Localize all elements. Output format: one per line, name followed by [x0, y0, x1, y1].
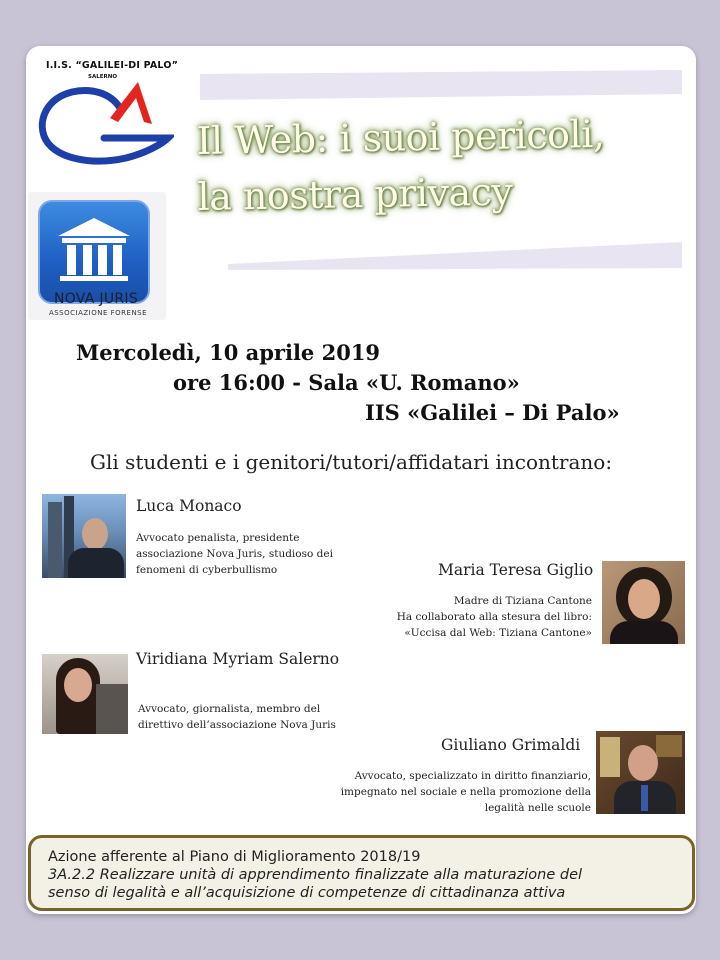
association-name: NOVA JURIS — [53, 291, 139, 307]
page-title — [196, 106, 606, 225]
association-subtitle: ASSOCIAZIONE FORENSE — [48, 309, 148, 317]
speaker-photo-maria-teresa-giglio — [602, 561, 685, 644]
footer-line-1: Azione afferente al Piano di Miglioramento 2018/19 — [48, 849, 421, 865]
title-line-2: la nostra privacy — [197, 169, 513, 219]
speaker-description: Avvocato, specializzato in diritto finanziario, impegnato nel sociale e nella promozione della legalità nelle scuole — [340, 770, 591, 814]
event-date: Mercoledì, 10 aprile 2019 — [76, 340, 381, 365]
school-name: I.I.S. “GALILEI-DI PALO” — [46, 60, 179, 71]
title-band-bottom — [228, 238, 684, 272]
footer-box — [28, 835, 695, 911]
speaker-description: Avvocato, giornalista, membro del direttivo dell’associazione Nova Juris — [138, 703, 336, 731]
title-line-1: Il Web: i suoi pericoli, — [196, 111, 605, 163]
school-logo — [34, 78, 174, 174]
footer-line-2: 3A.2.2 Realizzare unità di apprendimento finalizzate alla maturazione del — [48, 867, 583, 883]
speaker-photo-luca-monaco — [42, 494, 126, 578]
speaker-photo-viridiana-myriam-salerno — [42, 654, 128, 734]
intro-text: Gli studenti e i genitori/tutori/affidatari incontrano: — [90, 450, 613, 474]
school-city: SALERNO — [88, 74, 117, 80]
event-time-place: ore 16:00 - Sala «U. Romano» — [173, 370, 520, 395]
speaker-description: Madre di Tiziana Cantone Ha collaborato alla stesura del libro: «Uccisa dal Web: Tiziana Cantone» — [396, 595, 592, 639]
event-venue: IIS «Galilei – Di Palo» — [365, 400, 620, 425]
speaker-photo-giuliano-grimaldi — [596, 731, 685, 814]
title-band-top — [200, 70, 685, 104]
speaker-name: Luca Monaco — [136, 497, 242, 515]
speaker-description: Avvocato penalista, presidente associazione Nova Juris, studioso dei fenomeni di cyberbullismo — [136, 532, 333, 576]
speaker-name: Maria Teresa Giglio — [438, 561, 594, 579]
footer-line-3: senso di legalità e all’acquisizione di competenze di cittadinanza attiva — [48, 885, 566, 901]
courthouse-icon — [54, 214, 134, 286]
speaker-name: Viridiana Myriam Salerno — [136, 650, 340, 668]
speaker-name: Giuliano Grimaldi — [441, 736, 581, 754]
